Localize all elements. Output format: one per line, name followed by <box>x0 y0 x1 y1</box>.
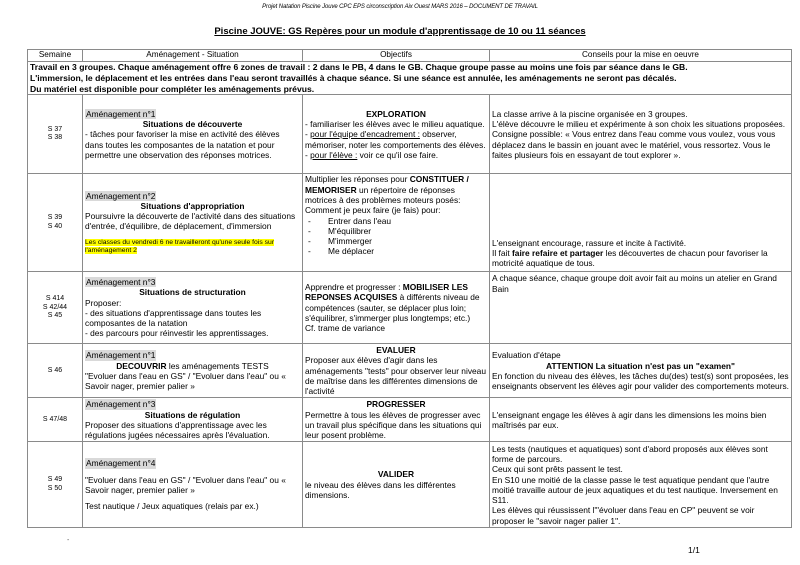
objective-keyword: MOBILISER LES REPONSES ACQUISES <box>305 282 468 303</box>
situation-title: Situations de découverte <box>142 118 243 129</box>
week-label: S 38 <box>47 134 63 142</box>
list-item: - Me déplacer <box>308 246 375 257</box>
table-row <box>28 344 792 398</box>
objective-text <box>305 282 487 323</box>
week-label: S 45 <box>47 312 63 320</box>
situation-text: Poursuivre la découverte de l'activité dans des situations d'entrée, d'équilibre, de déplacement, d'immersion <box>85 211 296 232</box>
advice-keyword: faire refaire et partager <box>512 247 604 258</box>
objective-text: - pour l'équipe d'encadrement : observer, mémoriser, noter les comportements des élèves. <box>305 129 486 150</box>
advice-text: Les tests (nautiques et aquatiques) sont d'abord proposés aux élèves sont forme de parcours. <box>492 443 768 464</box>
objective-text <box>305 174 487 205</box>
amenagement-label: Aménagement n°3 <box>86 277 156 287</box>
advice-text: Evaluation d'étape <box>492 350 561 361</box>
advice-text: Consigne possible: « Vous entrez dans l'eau comme vous voulez, vous vous déplacez dans le bassin en jouant avec le matériel, vous ressortez. Vous le faites plusieurs fois en essayant de tout explorer ». <box>492 129 776 160</box>
intro-line: L'immersion, le déplacement et les entrées dans l'eau seront travaillés à chaque séance. Si une séance est annulée, les aménagements ne seront pas décalés. <box>30 72 677 83</box>
situation-cell <box>83 174 303 272</box>
highlighted-note: Les classes du vendredi 6 ne travailleront qu'une seule fois sur l'aménagement 2 <box>85 238 275 255</box>
situation-text: - tâches pour favoriser la mise en activité des élèves dans toutes les composantes de la natation et pour permettre une observation des réponses motrices. <box>85 129 280 160</box>
week-label: S 49 <box>47 476 63 484</box>
advice-text <box>492 248 789 269</box>
advice-text: Ceux qui sont prêts passent le test. <box>492 464 623 475</box>
objective-text: Proposer aux élèves d'agir dans les aménagements "tests" pour observer leur niveau de maîtrise dans les différentes dimensions de l'activité <box>305 355 486 397</box>
week-cell <box>28 174 83 272</box>
advice-cell <box>490 442 792 528</box>
situation-text: "Evoluer dans l'eau en GS" / "Evoluer dans l'eau" ou « Savoir nager, premier palier » <box>85 474 286 495</box>
column-header-week: Semaine <box>28 50 83 62</box>
situation-text: Proposer des situations d'apprentissage avec les régulations jugées nécessaires après l'évaluation. <box>85 419 270 441</box>
week-cell <box>28 95 83 174</box>
advice-cell <box>490 398 792 442</box>
list-item: - Entrer dans l'eau <box>308 215 392 226</box>
advice-cell <box>490 344 792 398</box>
table-row <box>28 398 792 442</box>
objective-cell <box>303 344 490 398</box>
objective-reference: Cf. trame de variance <box>305 323 386 334</box>
week-cell <box>28 344 83 398</box>
week-label: S 414 <box>45 295 65 303</box>
situation-title: Situations de régulation <box>144 409 241 420</box>
objective-text-part: Multiplier les réponses pour <box>305 174 410 185</box>
objective-text-part: observer, mémoriser, noter les comportements des élèves. <box>305 129 486 150</box>
list-item: - M'immerger <box>308 236 372 247</box>
list-item: - M'équilibrer <box>308 225 372 236</box>
module-table <box>27 49 792 528</box>
table-row <box>28 442 792 528</box>
advice-cell <box>490 95 792 174</box>
intro-line: Du matériel est disponible pour compléter les aménagements prévus. <box>30 83 315 94</box>
objective-title: EXPLORATION <box>366 108 426 119</box>
objective-list <box>305 216 487 257</box>
situation-cell <box>83 95 303 174</box>
week-label: S 37 <box>47 125 63 133</box>
situation-text: Test nautique / Jeux aquatiques (relais par ex.) <box>85 501 259 512</box>
situation-text: - des situations d'apprentissage dans toutes les composantes de la natation <box>85 307 262 329</box>
week-cell <box>28 398 83 442</box>
week-cell <box>28 442 83 528</box>
advice-text: Les élèves qui réussissent l'"évoluer dans l'eau en CP" peuvent se voir proposer le "savoir nager palier 1". <box>492 505 755 526</box>
situation-text-part: les aménagements TESTS <box>166 360 269 371</box>
objective-title: PROGRESSER <box>366 399 426 410</box>
objective-text: le niveau des élèves dans les différentes dimensions. <box>305 479 456 501</box>
week-label: S 47/48 <box>42 415 68 423</box>
document-header: Projet Natation Piscine Jouve CPC EPS circonscription Aix Ouest MARS 2016 – DOCUMENT DE TRAVAIL <box>262 4 538 10</box>
advice-cell <box>490 272 792 344</box>
table-row <box>28 174 792 272</box>
intro-row <box>28 62 792 95</box>
objective-label: pour l'élève : <box>310 149 358 160</box>
advice-text-part: les découvertes de chacun pour favoriser la motricité aquatique de tous. <box>492 247 768 269</box>
table-row <box>28 272 792 344</box>
week-label: S 50 <box>47 484 63 492</box>
advice-text: L'élève découvre le milieu et expérimente à son choix les situations proposées. <box>492 118 786 129</box>
situation-title <box>85 361 300 371</box>
situation-cell <box>83 442 303 528</box>
situation-keyword: DECOUVRIR <box>116 360 167 371</box>
objective-text-part: voir ce qu'il ose faire. <box>357 149 439 160</box>
amenagement-label: Aménagement n°1 <box>86 350 156 361</box>
week-cell <box>28 272 83 344</box>
table-row <box>28 95 792 174</box>
objective-cell <box>303 398 490 442</box>
objective-text-part: à différents niveau de compétences (sauter, se déplacer plus loin; s'équilibrer, s'immerger plus longtemps; etc.) <box>305 292 480 324</box>
table-header-row <box>28 50 792 62</box>
objective-label: pour l'équipe d'encadrement : <box>310 129 420 140</box>
advice-text-part: Il fait <box>492 247 513 258</box>
advice-text: En fonction du niveau des élèves, les tâches du(des) test(s) sont proposées, les enseignants observent les élèves agir pour valider des comportements moteurs. <box>492 370 790 392</box>
objective-cell <box>303 442 490 528</box>
amenagement-label: Aménagement n°4 <box>86 458 156 469</box>
objective-text: Permettre à tous les élèves de progresser avec un travail plus spécifique dans les situations qui leur posent problème. <box>305 409 482 441</box>
advice-text: L'enseignant engage les élèves à agir dans les dimensions les moins bien maîtrisés par eux. <box>492 409 767 430</box>
advice-cell <box>490 174 792 272</box>
page-number: 1/1 <box>688 545 700 555</box>
objective-cell <box>303 174 490 272</box>
situation-title: Situations d'appropriation <box>140 200 245 211</box>
week-label: S 46 <box>47 366 63 374</box>
objective-title: EVALUER <box>376 345 416 356</box>
situation-text: "Evoluer dans l'eau en GS" / "Evoluer dans l'eau" ou « Savoir nager, premier palier » <box>85 370 286 392</box>
advice-title: ATTENTION La situation n'est pas un "examen" <box>546 360 735 371</box>
situation-cell <box>83 398 303 442</box>
objective-title: VALIDER <box>377 469 415 480</box>
week-label: S 39 <box>47 214 63 222</box>
situation-text: Proposer: <box>85 297 122 308</box>
document-title: Piscine JOUVE: GS Repères pour un module d'apprentissage de 10 ou 11 séances <box>214 26 586 37</box>
amenagement-label: Aménagement n°2 <box>86 190 156 201</box>
column-header-situation: Aménagement - Situation <box>83 50 303 62</box>
advice-text: En S10 une moitié de la classe passe le test aquatique pendant que l'autre moitié travaille autour de jeux aquatiques et du test nautique. Inversement en S11. <box>492 474 778 506</box>
footer-dash: - <box>67 537 70 544</box>
objective-text-part: un répertoire de réponses motrices à des problèmes moteurs posés: <box>305 184 461 205</box>
advice-text: A chaque séance, chaque groupe doit avoir fait au moins un atelier en Grand Bain <box>492 273 777 294</box>
situation-title: Situations de structuration <box>139 287 246 298</box>
intro-line: Travail en 3 groupes. Chaque aménagement offre 6 zones de travail : 2 dans le PB, 4 dans le GB. Chaque groupe passe au moins une fois par séance dans le GB. <box>30 62 688 72</box>
column-header-advice: Conseils pour la mise en oeuvre <box>490 50 792 62</box>
objective-keyword: CONSTITUER / MEMORISER <box>305 174 469 195</box>
week-label: S 40 <box>47 222 63 230</box>
objective-text-part: Apprendre et progresser : <box>305 282 403 293</box>
advice-text: L'enseignant encourage, rassure et incite à l'activité. <box>492 237 687 248</box>
advice-text: La classe arrive à la piscine organisée en 3 groupes. <box>492 108 688 119</box>
intro-cell <box>28 62 792 95</box>
amenagement-label: Aménagement n°3 <box>86 399 156 410</box>
objective-text: - familiariser les élèves avec le milieu aquatique. <box>305 118 485 129</box>
column-header-objectives: Objectifs <box>303 50 490 62</box>
situation-text: - des parcours pour réinvestir les apprentissages. <box>85 328 269 339</box>
objective-question: Comment je peux faire (je fais) pour: <box>305 205 441 216</box>
objective-cell <box>303 272 490 344</box>
objective-cell <box>303 95 490 174</box>
situation-cell <box>83 344 303 398</box>
week-label: S 42/44 <box>42 303 68 311</box>
objective-text: - pour l'élève : voir ce qu'il ose faire. <box>305 149 439 160</box>
situation-cell <box>83 272 303 344</box>
amenagement-label: Aménagement n°1 <box>86 108 156 119</box>
